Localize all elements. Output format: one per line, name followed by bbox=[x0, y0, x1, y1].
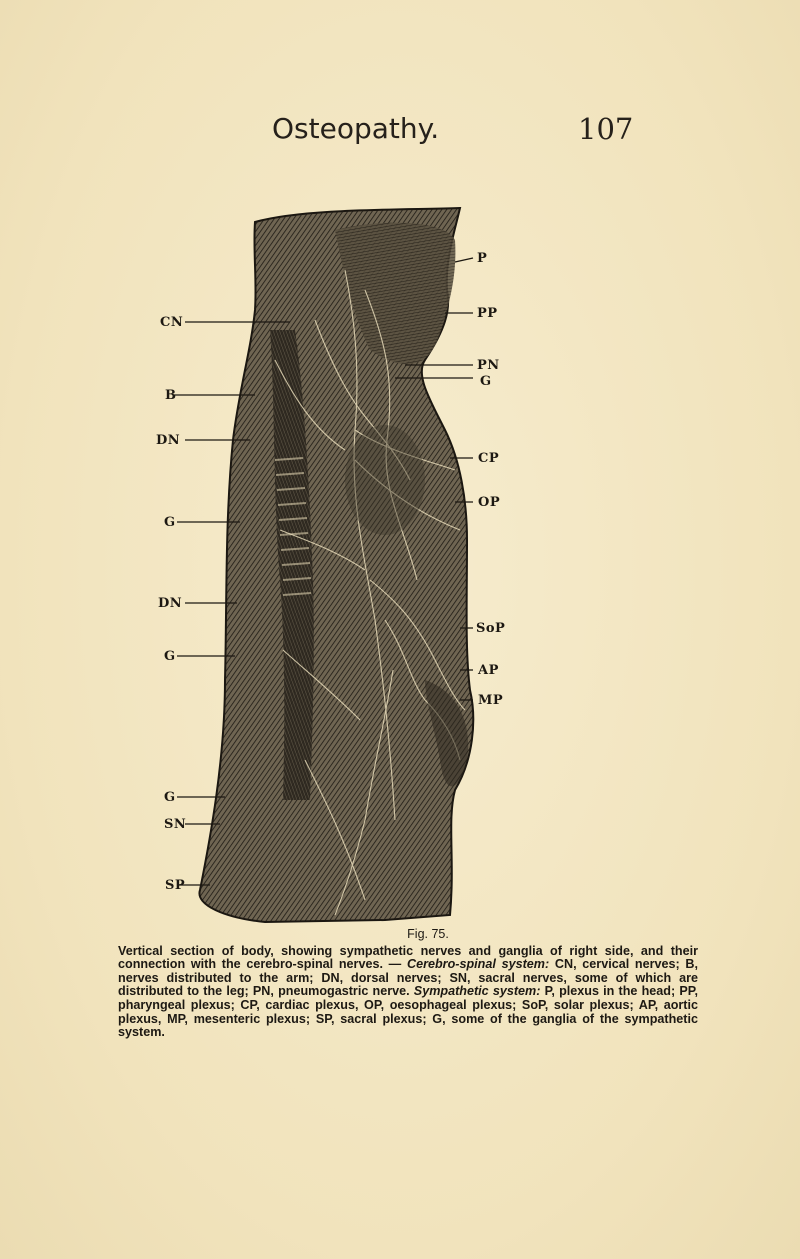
caption-text bbox=[118, 945, 698, 1040]
label-pn: PN bbox=[477, 358, 500, 373]
label-g-middle: G bbox=[164, 649, 176, 664]
figure-number: Fig. 75. bbox=[407, 927, 449, 941]
page-title: Osteopathy. bbox=[272, 112, 440, 145]
caption-sympathetic-list: P, plexus in the head; PP, pharyngeal plexus; CP, cardiac plexus, OP, oesophageal plexus; SoP, solar plexus; AP, aortic plexus, MP, mesenteric plexus; SP, sacral plexus; G, some of the ganglia of the sympathetic system. bbox=[118, 984, 698, 1040]
label-g-upper: G bbox=[164, 515, 176, 530]
running-head bbox=[0, 112, 800, 156]
caption-cerebro-spinal-list: CN, cervical nerves; B, nerves distributed to the arm; DN, dorsal nerves; SN, sacral nerves, some of which are distributed to the leg; PN, pneumogastric nerve. bbox=[118, 957, 699, 999]
cardiac-region bbox=[345, 425, 425, 535]
figure-caption bbox=[118, 928, 698, 1040]
label-sop: SoP bbox=[476, 621, 506, 636]
label-g-lower: G bbox=[164, 790, 176, 805]
label-p: P bbox=[477, 251, 488, 266]
label-ap: AP bbox=[478, 663, 499, 678]
label-op: OP bbox=[478, 495, 501, 510]
label-cn: CN bbox=[160, 315, 184, 330]
label-b: B bbox=[165, 388, 177, 403]
caption-heading-sympathetic: Sympathetic system: bbox=[413, 984, 541, 999]
label-sn: SN bbox=[164, 817, 187, 832]
label-g-right: G bbox=[480, 374, 492, 389]
label-sp: SP bbox=[165, 878, 186, 893]
label-mp: MP bbox=[478, 693, 504, 708]
label-pp: PP bbox=[477, 306, 498, 321]
label-cp: CP bbox=[478, 451, 500, 466]
page-number: 107 bbox=[578, 112, 634, 146]
caption-lead: Vertical section of body, showing sympathetic nerves and ganglia of right side, and their connection with the cerebro-spinal nerves. — bbox=[118, 943, 698, 972]
label-dn-lower: DN bbox=[158, 596, 183, 611]
caption-heading-cerebro-spinal: Cerebro-spinal system: bbox=[406, 957, 550, 972]
label-dn-upper: DN bbox=[156, 433, 181, 448]
